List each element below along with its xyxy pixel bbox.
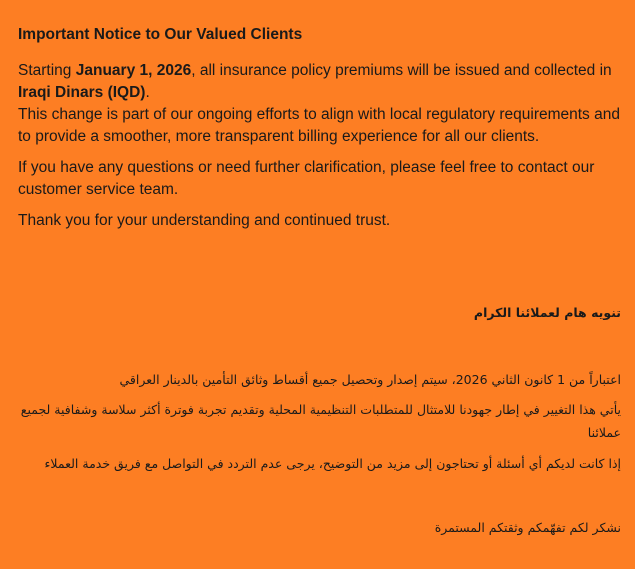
english-currency: Iraqi Dinars (IQD) [18,84,146,101]
english-p1-middle: , all insurance policy premiums will be issued and collected in [191,62,612,79]
english-effective-date: January 1, 2026 [75,62,192,79]
english-paragraph-contact: If you have any questions or need further clarification, please feel free to contact our customer service team. [18,159,595,198]
english-notice [18,24,623,232]
arabic-paragraph-contact: إذا كانت لديكم أي أسئلة أو تحتاجون إلى مزيد من التوضيح، يرجى عدم التردد في التواصل مع فريق خدمة العملاء [44,456,621,471]
english-p1-prefix: Starting [18,62,76,79]
arabic-paragraph-reason: يأتي هذا التغيير في إطار جهودنا للامتثال للمتطلبات التنظيمية المحلية وتقديم تجربة فوترة أكثر سلاسة وشفافية لجميع عملائنا [20,402,621,440]
arabic-title: تنويه هام لعملائنا الكرام [473,305,621,320]
arabic-paragraph-effective-date: اعتباراً من 1 كانون الثاني 2026، سيتم إصدار وتحصيل جميع أقساط وثائق التأمين بالدينار العراقي [119,372,621,387]
arabic-paragraph-thanks: نشكر لكم تفهّمكم وثقتكم المستمرة [434,520,621,535]
english-paragraph-effective-date [18,60,623,104]
english-title: Important Notice to Our Valued Clients [18,26,303,43]
english-paragraph-reason: This change is part of our ongoing efforts to align with local regulatory requirements and to provide a smoother, more transparent billing experience for all our clients. [18,106,620,145]
english-p1-suffix: . [145,84,150,101]
english-paragraph-thanks: Thank you for your understanding and continued trust. [18,212,391,229]
